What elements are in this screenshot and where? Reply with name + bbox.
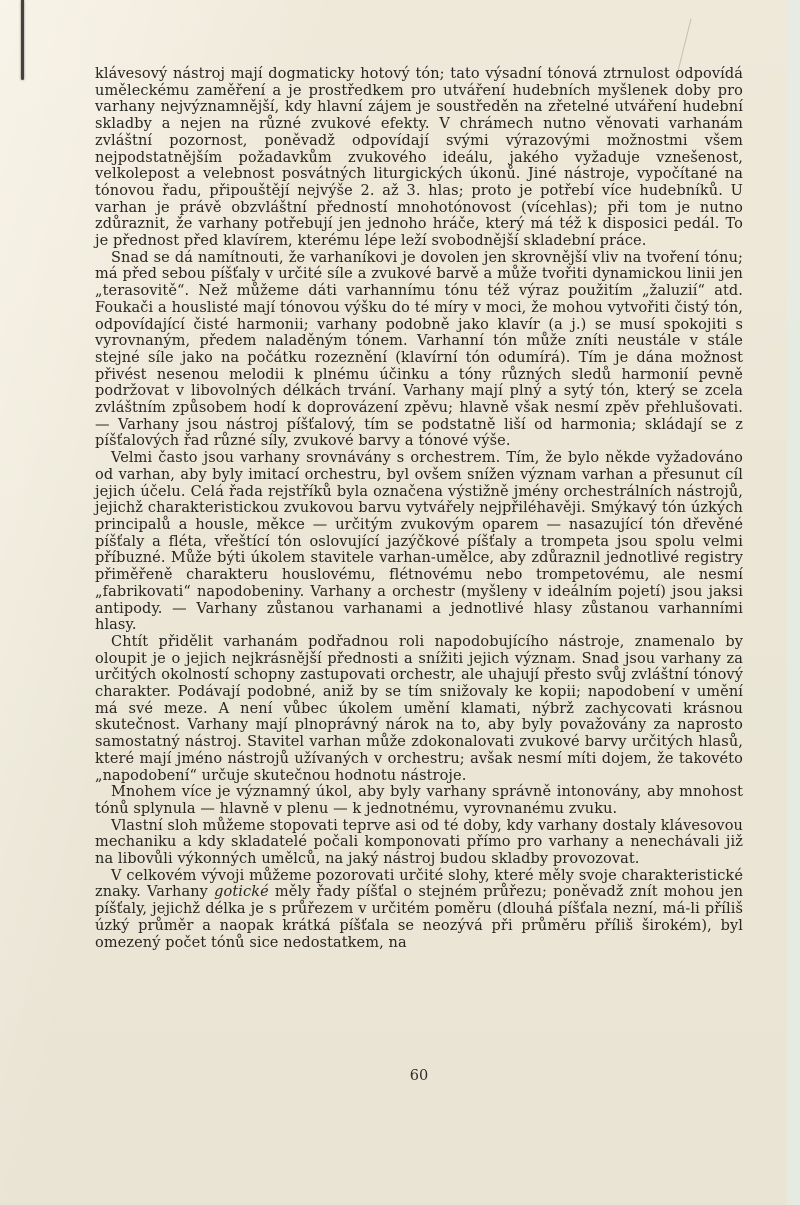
text-segment: V celkovém vývoji můžeme pozorovati určité slohy, které měly svoje charakteristické znaky. Varhany	[95, 867, 743, 901]
text-segment: Snad se dá namítnouti, že varhaníkovi je dovolen jen skrovnější vliv na tvoření tónu; má před sebou píšťaly v určité síle a zvukové barvě a může tvořiti dynamickou linii jen „terasovitě“. Než můžeme dáti varhannímu tónu též výraz použitím „žaluzií“ atd. Foukači a houslisté mají tónovou výšku do té míry v moci, že mohou vytvořiti čistý tón, odpovídající čisté harmonii; varhany podobně jako klavír (a j.) se musí spokojiti s vyrovnaným, předem naladěným tónem. Varhanní tón může zníti neustále v stále stejné síle jako na počátku rozeznění (klavírní tón odumírá). Tím je dána možnost přivést nesenou melodii k plnému účinku a tóny různých sledů harmonií pevně podržovat v libovolných délkách trvání. Varhany mají plný a sytý tón, který se zcela zvláštním způsobem hodí k doprovázení zpěvu; hlavně však nesmí zpěv přehlušovati. — Varhany jsou nástroj píšťalový, tím se podstatně liší od harmonia; skládají se z píšťalových řad různé síly, zvukové barvy a tónové výše.	[95, 249, 743, 450]
paragraph	[95, 868, 743, 952]
italic-text-segment: gotické	[214, 884, 269, 901]
paragraph	[95, 634, 743, 784]
text-block	[95, 66, 743, 951]
text-segment: měly řady píšťal o stejném průřezu; poněvadž znít mohou jen píšťaly, jejichž délka je s průřezem v určitém poměru (dlouhá píšťala nezní, má-li příliš úzký průměr a naopak krátká píšťala se neozývá při průměru příliš širokém), byl omezený počet tónů sice nedostatkem, na	[95, 884, 744, 951]
binding-shadow-mark	[21, 0, 24, 80]
text-segment: Mnohem více je významný úkol, aby byly varhany správně intonovány, aby mnohost tónů splynula — hlavně v plenu — k jednotnému, vyrovnanému zvuku.	[95, 784, 743, 817]
paragraph	[95, 66, 743, 250]
paragraph	[95, 784, 743, 817]
paragraph	[95, 818, 743, 868]
page-number: 60	[409, 1068, 429, 1084]
text-segment: klávesový nástroj mají dogmaticky hotový tón; tato výsadní tónová ztrnulost odpovídá uměleckému zaměření a je prostředkem pro utváření hudebních myšlenek doby pro varhany nejvýznamnější, kdy hlavní zájem je soustředěn na zřetelné utváření hudební skladby a nejen na různé zvukové efekty. V chrámech nutno věnovati varhanám zvláštní pozornost, poněvadž odpovídají svými výrazovými možnostmi všem nejpodstatnějším požadavkům zvukového ideálu, jakého vyžaduje vznešenost, velkolepost a velebnost posvátných liturgických úkonů. Jiné nástroje, vypočítané na tónovou řadu, připouštějí nejvýše 2. až 3. hlas; proto je potřebí více hudebníků. U varhan je právě obzvláštní předností mnohotónovost (vícehlas); při tom je nutno zdůraznit, že varhany potřebují jen jednoho hráče, který má též k disposici pedál. To je přednost před klavírem, kterému lépe leží svobodnější skladební práce.	[95, 66, 743, 250]
scan-edge-strip	[787, 0, 800, 1205]
text-segment: Vlastní sloh můžeme stopovati teprve asi od té doby, kdy varhany dostaly klávesovou mechaniku a kdy skladatelé počali komponovati přímo pro varhany a nenechávali již na libovůli výkonných umělců, na jaký nástroj budou skladby provozovat.	[95, 817, 743, 868]
text-segment: Chtít přidělit varhanám podřadnou roli napodobujícího nástroje, znamenalo by oloupit je o jejich nejkrásnější přednosti a snížiti jejich význam. Snad jsou varhany za určitých okolností schopny zastupovati orchestr, ale uhajují přesto svůj zvláštní tónový charakter. Podávají podobné, aniž by se tím snižovaly ke kopii; napodobení v umění má své meze. A není vůbec úkolem umění klamati, nýbrž zachycovati krásnou skutečnost. Varhany mají plnoprávný nárok na to, aby byly považovány za naprosto samostatný nástroj. Stavitel varhan může zdokonalovati zvukové barvy určitých hlasů, které mají jméno nástrojů užívaných v orchestru; avšak nesmí míti dojem, že takovéto „napodobení“ určuje skutečnou hodnotu nástroje.	[95, 633, 743, 784]
text-segment: Velmi často jsou varhany srovnávány s orchestrem. Tím, že bylo někde vyžadováno od varhan, aby byly imitací orchestru, byl ovšem snížen význam varhan a přesunut cíl jejich účelu. Celá řada rejstříků byla označena výstižně jmény orchestrálních nástrojů, jejichž charakteristickou zvukovou barvu vytvářely nejpřiléhavěji. Smýkavý tón úzkých principalů a housle, měkce — určitým zvukovým oparem — nasazující tón dřevěné píšťaly a fléta, vřeštící tón oslovující jazýčkové píšťaly a trompeta jsou spolu velmi příbuzné. Může býti úkolem stavitele varhan-umělce, aby zdůraznil jednotlivé registry přiměřeně charakteru houslovému, flétnovému nebo trompetovému, ale nesmí „fabrikovati“ napodobeniny. Varhany a orchestr (myšleny v ideálním pojetí) jsou jaksi antipody. — Varhany zůstanou varhanami a jednotlivé hlasy zůstanou varhanními hlasy.	[95, 450, 743, 634]
paragraph	[95, 450, 743, 634]
paragraph	[95, 250, 743, 450]
